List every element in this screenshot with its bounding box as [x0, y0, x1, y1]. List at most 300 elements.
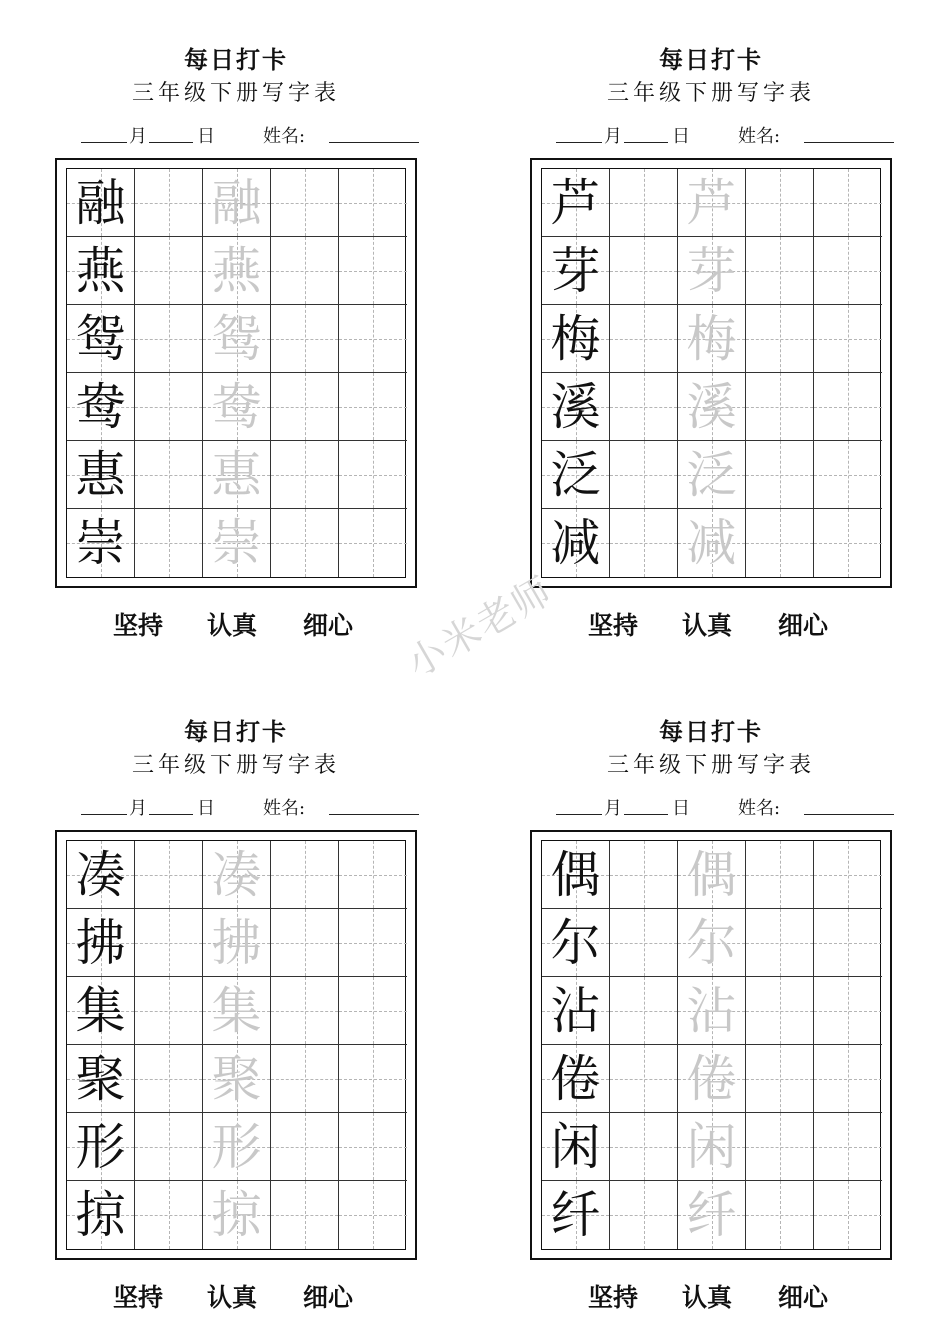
grid-cell[interactable]: [814, 909, 882, 977]
grid-cell[interactable]: [339, 1181, 407, 1249]
practice-card: [55, 40, 475, 660]
practice-card: [55, 712, 475, 1332]
grid-cell[interactable]: [203, 509, 271, 577]
grid-cell[interactable]: [339, 1113, 407, 1181]
cell-guide-vertical: [644, 237, 645, 304]
grid-cell[interactable]: [814, 441, 882, 509]
trace-character: 掠: [211, 1186, 262, 1244]
card-subtitle: 三年级下册写字表: [131, 753, 340, 778]
model-character: 偶: [550, 845, 601, 904]
grid-cell[interactable]: [271, 909, 339, 977]
cell-guide-vertical: [305, 1181, 306, 1249]
trace-character: 鸳: [211, 309, 262, 368]
cell-guide-vertical: [305, 977, 306, 1044]
grid-cell[interactable]: [339, 909, 407, 977]
grid-cell[interactable]: [678, 305, 746, 373]
trace-character: 崇: [211, 514, 262, 572]
month-blank[interactable]: [556, 122, 602, 143]
model-character: 集: [75, 981, 126, 1040]
model-character: 纤: [550, 1186, 601, 1244]
cell-guide-vertical: [169, 441, 170, 508]
grid-cell[interactable]: [339, 841, 407, 909]
model-character: 鸯: [75, 377, 126, 436]
grid-cell[interactable]: [542, 441, 610, 509]
cell-guide-vertical: [780, 1045, 781, 1112]
cell-guide-vertical: [169, 841, 170, 908]
card-title: 每日打卡: [659, 45, 763, 74]
grid-frame: [55, 830, 417, 1260]
cell-guide-vertical: [373, 841, 374, 908]
grid-cell[interactable]: [203, 909, 271, 977]
grid-cell[interactable]: [678, 1181, 746, 1249]
trace-character: 偶: [686, 845, 737, 904]
grid-cell[interactable]: [135, 509, 203, 577]
motto-word: 坚持: [588, 1283, 639, 1312]
trace-character: 梅: [686, 309, 737, 368]
grid-cell[interactable]: [203, 373, 271, 441]
grid-cell[interactable]: [814, 373, 882, 441]
grid-cell[interactable]: [542, 305, 610, 373]
date-name-line: [77, 122, 427, 146]
cell-guide-vertical: [169, 509, 170, 577]
trace-character: 鸯: [211, 377, 262, 436]
motto: [588, 1278, 848, 1312]
grid-cell[interactable]: [339, 237, 407, 305]
grid-cell[interactable]: [135, 237, 203, 305]
grid-cell[interactable]: [67, 305, 135, 373]
trace-character: 闲: [686, 1117, 737, 1176]
grid-cell[interactable]: [814, 977, 882, 1045]
grid-cell[interactable]: [610, 909, 678, 977]
cell-guide-vertical: [373, 441, 374, 508]
trace-character: 聚: [211, 1049, 262, 1108]
day-blank[interactable]: [149, 122, 193, 143]
cell-guide-vertical: [780, 441, 781, 508]
cell-guide-vertical: [780, 237, 781, 304]
grid-cell[interactable]: [203, 1045, 271, 1113]
grid-cell[interactable]: [746, 237, 814, 305]
grid-cell[interactable]: [135, 305, 203, 373]
grid-cell[interactable]: [339, 169, 407, 237]
model-character: 鸳: [75, 309, 126, 368]
motto: [113, 1278, 373, 1312]
model-character: 拂: [75, 913, 126, 972]
grid-cell[interactable]: [67, 169, 135, 237]
grid-frame: [530, 830, 892, 1260]
grid-cell[interactable]: [339, 977, 407, 1045]
grid-cell[interactable]: [203, 169, 271, 237]
cell-guide-vertical: [644, 441, 645, 508]
grid-cell[interactable]: [203, 1181, 271, 1249]
grid-cell[interactable]: [271, 373, 339, 441]
grid-cell[interactable]: [135, 1113, 203, 1181]
motto: [588, 606, 848, 640]
grid-cell[interactable]: [203, 441, 271, 509]
motto-word: 坚持: [113, 1283, 164, 1312]
watermark: 小米老师: [399, 567, 561, 686]
grid-cell[interactable]: [203, 305, 271, 373]
cell-guide-vertical: [169, 169, 170, 236]
cell-guide-vertical: [373, 237, 374, 304]
cell-guide-vertical: [305, 1045, 306, 1112]
motto-word: 细心: [303, 1283, 354, 1312]
tianzige-grid: [66, 168, 406, 578]
grid-cell[interactable]: [203, 1113, 271, 1181]
grid-cell[interactable]: [746, 441, 814, 509]
cell-guide-vertical: [305, 441, 306, 508]
model-character: 凑: [75, 845, 126, 904]
grid-cell[interactable]: [814, 237, 882, 305]
cell-guide-vertical: [169, 373, 170, 440]
grid-cell[interactable]: [67, 909, 135, 977]
practice-card: [530, 40, 950, 660]
grid-cell[interactable]: [271, 305, 339, 373]
trace-character: 尔: [686, 913, 737, 972]
grid-cell[interactable]: [542, 909, 610, 977]
motto-word: 细心: [303, 611, 354, 640]
grid-cell[interactable]: [746, 305, 814, 373]
motto-word: 认真: [682, 611, 733, 640]
cell-guide-vertical: [305, 237, 306, 304]
grid-cell[interactable]: [814, 1181, 882, 1249]
model-character: 聚: [75, 1049, 126, 1108]
model-character: 闲: [550, 1117, 601, 1176]
grid-cell[interactable]: [678, 237, 746, 305]
motto-word: 坚持: [113, 611, 164, 640]
card-subtitle: 三年级下册写字表: [131, 81, 340, 106]
grid-cell[interactable]: [203, 237, 271, 305]
cell-guide-vertical: [169, 237, 170, 304]
cell-guide-vertical: [780, 305, 781, 372]
day-blank[interactable]: [149, 794, 193, 815]
cell-guide-vertical: [644, 373, 645, 440]
card-title: 每日打卡: [184, 45, 288, 74]
cell-guide-vertical: [644, 169, 645, 236]
grid-cell[interactable]: [135, 373, 203, 441]
cell-guide-vertical: [780, 1181, 781, 1249]
model-character: 梅: [550, 309, 601, 368]
cell-guide-vertical: [848, 1113, 849, 1180]
grid-cell[interactable]: [610, 237, 678, 305]
grid-cell[interactable]: [746, 169, 814, 237]
grid-cell[interactable]: [678, 509, 746, 577]
grid-cell[interactable]: [203, 841, 271, 909]
cell-guide-vertical: [848, 441, 849, 508]
cell-guide-vertical: [848, 237, 849, 304]
name-blank[interactable]: [329, 794, 419, 815]
motto-word: 认真: [207, 1283, 258, 1312]
card-title: 每日打卡: [184, 717, 288, 746]
grid-cell[interactable]: [542, 1045, 610, 1113]
name-blank[interactable]: [804, 794, 894, 815]
card-subtitle: 三年级下册写字表: [606, 753, 815, 778]
grid-cell[interactable]: [271, 509, 339, 577]
name-blank[interactable]: [329, 122, 419, 143]
trace-character: 纤: [686, 1186, 737, 1244]
grid-cell[interactable]: [271, 841, 339, 909]
grid-cell[interactable]: [271, 977, 339, 1045]
grid-cell[interactable]: [746, 841, 814, 909]
name-label: 姓名:: [263, 798, 306, 819]
cell-guide-vertical: [373, 909, 374, 976]
date-name-line: [77, 794, 427, 818]
card-title: 每日打卡: [659, 717, 763, 746]
trace-character: 拂: [211, 913, 262, 972]
cell-guide-vertical: [644, 1113, 645, 1180]
trace-character: 减: [686, 514, 737, 572]
grid-cell[interactable]: [678, 841, 746, 909]
grid-cell[interactable]: [67, 1113, 135, 1181]
month-blank[interactable]: [556, 794, 602, 815]
date-name-line: [552, 122, 902, 146]
trace-character: 集: [211, 981, 262, 1040]
cell-guide-vertical: [373, 977, 374, 1044]
grid-cell[interactable]: [814, 509, 882, 577]
grid-cell[interactable]: [542, 237, 610, 305]
grid-cell[interactable]: [746, 373, 814, 441]
grid-cell[interactable]: [67, 1045, 135, 1113]
day-blank[interactable]: [624, 122, 668, 143]
grid-cell[interactable]: [271, 169, 339, 237]
cell-guide-vertical: [848, 509, 849, 577]
cell-guide-vertical: [780, 169, 781, 236]
trace-character: 溪: [686, 377, 737, 436]
grid-cell[interactable]: [678, 441, 746, 509]
cell-guide-vertical: [169, 909, 170, 976]
cell-guide-vertical: [780, 509, 781, 577]
model-character: 燕: [75, 241, 126, 300]
model-character: 沾: [550, 981, 601, 1040]
motto-word: 细心: [778, 611, 829, 640]
cell-guide-vertical: [848, 373, 849, 440]
grid-cell[interactable]: [135, 841, 203, 909]
day-label: 日: [197, 126, 215, 147]
cell-guide-vertical: [644, 1045, 645, 1112]
trace-character: 惠: [211, 445, 262, 504]
trace-character: 倦: [686, 1049, 737, 1108]
name-label: 姓名:: [738, 126, 781, 147]
tianzige-grid: [66, 840, 406, 1250]
cell-guide-vertical: [373, 509, 374, 577]
motto-word: 细心: [778, 1283, 829, 1312]
grid-cell[interactable]: [542, 373, 610, 441]
grid-cell[interactable]: [542, 169, 610, 237]
grid-cell[interactable]: [814, 169, 882, 237]
cell-guide-vertical: [644, 909, 645, 976]
grid-cell[interactable]: [135, 977, 203, 1045]
grid-cell[interactable]: [610, 1113, 678, 1181]
card-subtitle: 三年级下册写字表: [606, 81, 815, 106]
cell-guide-vertical: [848, 841, 849, 908]
cell-guide-vertical: [373, 1181, 374, 1249]
name-blank[interactable]: [804, 122, 894, 143]
day-label: 日: [672, 126, 690, 147]
grid-cell[interactable]: [746, 1045, 814, 1113]
grid-cell[interactable]: [542, 1113, 610, 1181]
cell-guide-vertical: [305, 169, 306, 236]
cell-guide-vertical: [644, 509, 645, 577]
grid-cell[interactable]: [135, 909, 203, 977]
grid-cell[interactable]: [135, 1181, 203, 1249]
name-label: 姓名:: [738, 798, 781, 819]
month-blank[interactable]: [81, 122, 127, 143]
trace-character: 沾: [686, 981, 737, 1040]
cell-guide-vertical: [305, 841, 306, 908]
motto-word: 认真: [682, 1283, 733, 1312]
cell-guide-vertical: [373, 1113, 374, 1180]
model-character: 芦: [550, 173, 601, 232]
month-label: 月: [129, 126, 147, 147]
grid-cell[interactable]: [610, 373, 678, 441]
grid-cell[interactable]: [814, 1045, 882, 1113]
cell-guide-vertical: [169, 1181, 170, 1249]
grid-frame: [55, 158, 417, 588]
grid-cell[interactable]: [542, 841, 610, 909]
cell-guide-vertical: [848, 305, 849, 372]
grid-cell[interactable]: [814, 1113, 882, 1181]
cell-guide-vertical: [848, 169, 849, 236]
grid-cell[interactable]: [67, 841, 135, 909]
month-label: 月: [604, 798, 622, 819]
grid-cell[interactable]: [746, 909, 814, 977]
grid-cell[interactable]: [678, 909, 746, 977]
grid-cell[interactable]: [610, 1181, 678, 1249]
day-label: 日: [672, 798, 690, 819]
motto: [113, 606, 373, 640]
cell-guide-vertical: [373, 169, 374, 236]
month-label: 月: [129, 798, 147, 819]
grid-cell[interactable]: [610, 977, 678, 1045]
model-character: 倦: [550, 1049, 601, 1108]
day-label: 日: [197, 798, 215, 819]
grid-cell[interactable]: [746, 509, 814, 577]
cell-guide-vertical: [373, 373, 374, 440]
cell-guide-vertical: [780, 841, 781, 908]
date-name-line: [552, 794, 902, 818]
day-blank[interactable]: [624, 794, 668, 815]
cell-guide-vertical: [305, 509, 306, 577]
month-blank[interactable]: [81, 794, 127, 815]
grid-cell[interactable]: [542, 509, 610, 577]
cell-guide-vertical: [780, 977, 781, 1044]
cell-guide-vertical: [373, 1045, 374, 1112]
trace-character: 形: [211, 1117, 262, 1176]
trace-character: 燕: [211, 241, 262, 300]
grid-cell[interactable]: [610, 509, 678, 577]
motto-word: 坚持: [588, 611, 639, 640]
grid-cell[interactable]: [746, 1113, 814, 1181]
grid-cell[interactable]: [610, 305, 678, 373]
grid-cell[interactable]: [678, 169, 746, 237]
grid-cell[interactable]: [135, 169, 203, 237]
grid-cell[interactable]: [67, 237, 135, 305]
grid-cell[interactable]: [814, 305, 882, 373]
grid-cell[interactable]: [678, 977, 746, 1045]
grid-cell[interactable]: [746, 1181, 814, 1249]
cell-guide-vertical: [305, 909, 306, 976]
cell-guide-vertical: [373, 305, 374, 372]
grid-cell[interactable]: [67, 373, 135, 441]
model-character: 泛: [550, 445, 601, 504]
grid-cell[interactable]: [271, 1045, 339, 1113]
grid-cell[interactable]: [610, 841, 678, 909]
cell-guide-vertical: [848, 909, 849, 976]
grid-cell[interactable]: [339, 305, 407, 373]
grid-cell[interactable]: [271, 1113, 339, 1181]
grid-cell[interactable]: [542, 1181, 610, 1249]
model-character: 形: [75, 1117, 126, 1176]
model-character: 崇: [75, 514, 126, 572]
model-character: 尔: [550, 913, 601, 972]
grid-cell[interactable]: [339, 373, 407, 441]
cell-guide-vertical: [848, 1181, 849, 1249]
cell-guide-vertical: [780, 1113, 781, 1180]
grid-cell[interactable]: [135, 1045, 203, 1113]
cell-guide-vertical: [169, 1113, 170, 1180]
tianzige-grid: [541, 840, 881, 1250]
grid-cell[interactable]: [746, 977, 814, 1045]
name-label: 姓名:: [263, 126, 306, 147]
grid-cell[interactable]: [271, 237, 339, 305]
grid-cell[interactable]: [814, 841, 882, 909]
trace-character: 芽: [686, 241, 737, 300]
grid-cell[interactable]: [67, 441, 135, 509]
model-character: 惠: [75, 445, 126, 504]
model-character: 掠: [75, 1186, 126, 1244]
grid-cell[interactable]: [271, 1181, 339, 1249]
cell-guide-vertical: [169, 977, 170, 1044]
model-character: 减: [550, 514, 601, 572]
cell-guide-vertical: [644, 977, 645, 1044]
grid-cell[interactable]: [135, 441, 203, 509]
cell-guide-vertical: [305, 373, 306, 440]
grid-cell[interactable]: [678, 1045, 746, 1113]
grid-cell[interactable]: [610, 441, 678, 509]
cell-guide-vertical: [644, 305, 645, 372]
tianzige-grid: [541, 168, 881, 578]
grid-cell[interactable]: [67, 1181, 135, 1249]
trace-character: 融: [211, 173, 262, 232]
cell-guide-vertical: [644, 1181, 645, 1249]
grid-cell[interactable]: [67, 509, 135, 577]
trace-character: 芦: [686, 173, 737, 232]
practice-card: [530, 712, 950, 1332]
cell-guide-vertical: [848, 1045, 849, 1112]
grid-frame: [530, 158, 892, 588]
month-label: 月: [604, 126, 622, 147]
trace-character: 泛: [686, 445, 737, 504]
trace-character: 凑: [211, 845, 262, 904]
grid-cell[interactable]: [67, 977, 135, 1045]
grid-cell[interactable]: [610, 169, 678, 237]
grid-cell[interactable]: [678, 373, 746, 441]
cell-guide-vertical: [644, 841, 645, 908]
grid-cell[interactable]: [339, 509, 407, 577]
model-character: 溪: [550, 377, 601, 436]
grid-cell[interactable]: [203, 977, 271, 1045]
grid-cell[interactable]: [542, 977, 610, 1045]
grid-cell[interactable]: [339, 1045, 407, 1113]
grid-cell[interactable]: [271, 441, 339, 509]
cell-guide-vertical: [169, 305, 170, 372]
model-character: 融: [75, 173, 126, 232]
grid-cell[interactable]: [610, 1045, 678, 1113]
grid-cell[interactable]: [678, 1113, 746, 1181]
cell-guide-vertical: [305, 305, 306, 372]
grid-cell[interactable]: [339, 441, 407, 509]
model-character: 芽: [550, 241, 601, 300]
cell-guide-vertical: [780, 373, 781, 440]
